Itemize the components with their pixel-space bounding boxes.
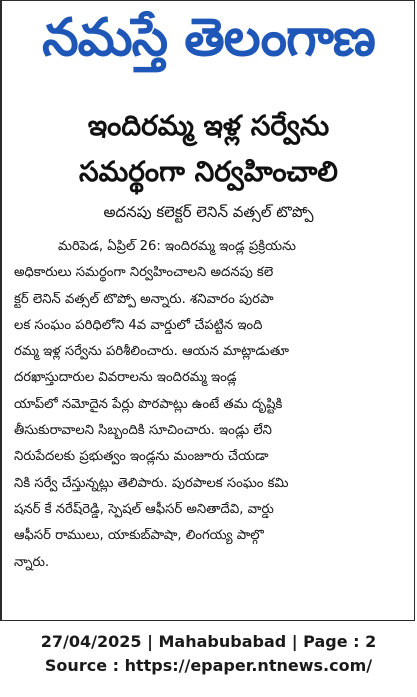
- article-line: ఆఫీసర్ రాములు, యాకుబ్‌పాషా, లింగయ్య పాల్గొ: [14, 528, 264, 544]
- article-line: షనర్ కే నరేష్‌రెడ్డి, స్పెషల్ ఆఫీసర్ అనితాదేవి, వార్డు: [14, 501, 274, 517]
- article-line: యాప్‌లో నమోదైన పేర్లు పొరపాట్లు ఉంటే తమ దృష్టికి: [14, 396, 283, 412]
- masthead-title: నమస్తే తెలంగాణ: [42, 8, 375, 68]
- article-line: లక సంఘం పరిధిలోని 4వ వార్డులో చేపట్టిన ఇంది: [14, 317, 263, 333]
- headline-line-1: ఇందిరమ్మ ఇళ్ల సర్వేను: [87, 109, 330, 142]
- article-line: అధికారులు సమర్థంగా నిర్వహించాలని అదనపు కలె: [14, 265, 274, 281]
- article-line: నిరుపేదలకు ప్రభుత్వం ఇండ్లను మంజూరు చేయడా: [14, 449, 269, 465]
- footer-date-edition: 27/04/2025 | Mahabubabad | Page : 2: [40, 632, 377, 651]
- byline: అదనపు కలెక్టర్ లెనిన్ వత్సల్ టొప్పో: [103, 203, 314, 221]
- article-line: నికి సర్వే చేస్తున్నట్లు తెలిపారు. పురపాలక సంఘం కమి: [14, 475, 289, 491]
- article-line: తీసుకురావాలని సిబ్బందికి సూచించారు. ఇండ్లు లేని: [14, 423, 272, 439]
- article-line: రమ్మ ఇళ్ల సర్వేను పరిశీలించారు. ఆయన మాట్లాడుతూ: [14, 344, 289, 360]
- article-line: మరిపెడ, ఏప్రిల్ 26: ఇందిరమ్మ ఇండ్ల ప్రక్రియను: [58, 239, 296, 254]
- article-line: న్నారు.: [14, 554, 50, 570]
- headline-line-2: సమర్థంగా నిర్వహించాలి: [79, 155, 338, 188]
- article-body: [14, 234, 402, 576]
- article-line: క్టర్ లెనిన్ వత్సల్ టొప్పో అన్నారు. శనివారం పురపా: [14, 291, 274, 307]
- article-line: దరఖాస్తుదారుల వివరాలను ఇందిరమ్మ ఇండ్ల: [14, 370, 237, 386]
- newspaper-masthead: [0, 0, 417, 78]
- footer-source: Source : https://epaper.ntnews.com/: [44, 656, 373, 675]
